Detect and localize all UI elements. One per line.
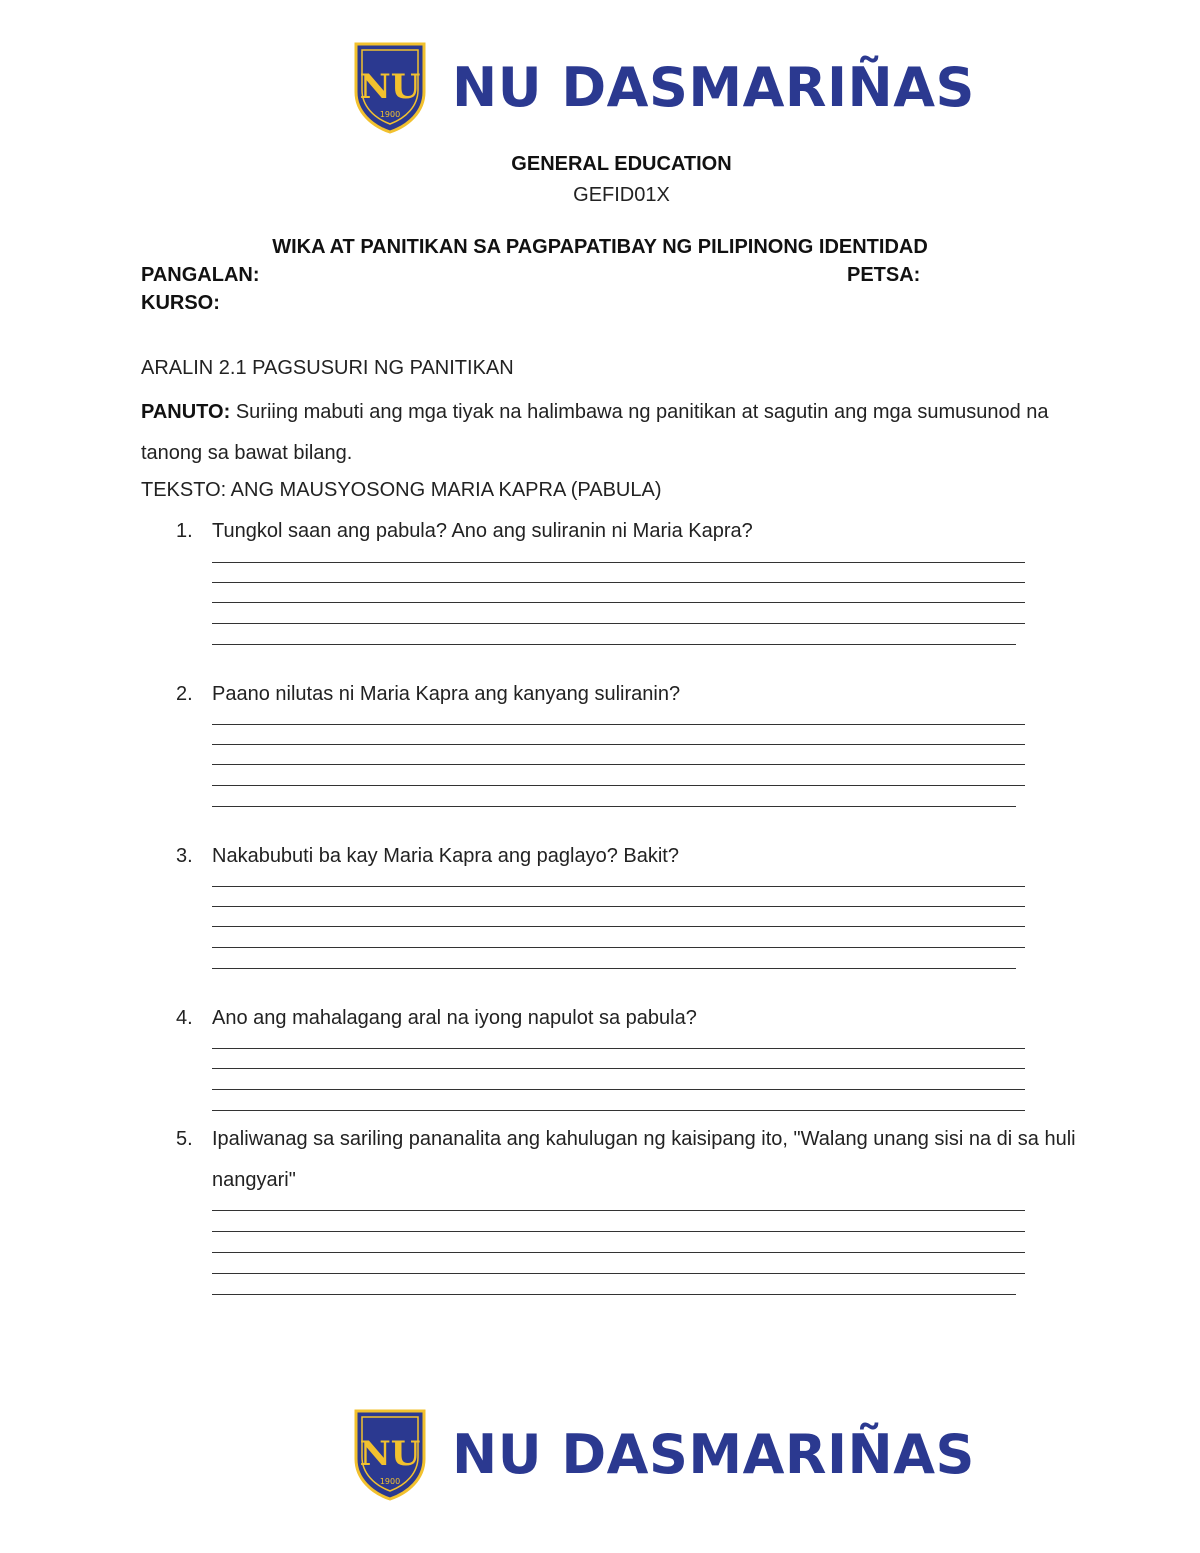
course-code: GEFID01X [573, 184, 670, 206]
question-2 [176, 674, 1076, 715]
question-3 [176, 836, 1076, 877]
answer-line[interactable] [212, 1252, 1025, 1253]
svg-text:NU: NU [359, 1434, 421, 1474]
question-number: 1. [176, 520, 193, 542]
footer-brand [350, 1407, 975, 1501]
answer-line[interactable] [212, 1048, 1025, 1049]
answer-line[interactable] [212, 562, 1025, 563]
text-label: TEKSTO: ANG MAUSYOSONG MARIA KAPRA (PABULA) [141, 479, 662, 501]
answer-line[interactable] [212, 806, 1016, 807]
instructions [141, 392, 1071, 474]
nu-shield-logo [350, 40, 430, 134]
svg-text:1900: 1900 [379, 1477, 401, 1486]
answer-line[interactable] [212, 886, 1025, 887]
brand-name: NU DASMARIÑAS [452, 1422, 975, 1486]
question-number: 3. [176, 845, 193, 867]
svg-text:NU: NU [359, 67, 421, 107]
lesson-heading: ARALIN 2.1 PAGSUSURI NG PANITIKAN [141, 357, 514, 379]
name-label: PANGALAN: [141, 264, 260, 286]
answer-line[interactable] [212, 968, 1016, 969]
answer-line[interactable] [212, 947, 1025, 948]
question-text: Nakabubuti ba kay Maria Kapra ang paglayo? Bakit? [212, 845, 679, 867]
question-text: Ano ang mahalagang aral na iyong napulot sa pabula? [212, 1007, 697, 1029]
question-text: Paano nilutas ni Maria Kapra ang kanyang suliranin? [212, 683, 681, 705]
instruction-text: Suriing mabuti ang mga tiyak na halimbawa ng panitikan at sagutin ang mga sumusunod na tanong sa bawat bilang. [141, 401, 1049, 464]
answer-line[interactable] [212, 623, 1025, 624]
brand-name: NU DASMARIÑAS [452, 55, 975, 119]
question-text: Tungkol saan ang pabula? Ano ang suliranin ni Maria Kapra? [212, 520, 753, 542]
question-number: 2. [176, 683, 193, 705]
answer-line[interactable] [212, 906, 1025, 907]
question-1 [176, 511, 1076, 552]
course-label: KURSO: [141, 292, 220, 314]
department-title: GENERAL EDUCATION [511, 153, 732, 175]
answer-line[interactable] [212, 1273, 1025, 1274]
answer-line[interactable] [212, 644, 1016, 645]
answer-line[interactable] [212, 744, 1025, 745]
nu-shield-logo [350, 1407, 430, 1501]
answer-line[interactable] [212, 602, 1025, 603]
answer-line[interactable] [212, 1110, 1025, 1111]
answer-line[interactable] [212, 1089, 1025, 1090]
answer-line[interactable] [212, 1210, 1025, 1211]
question-5 [176, 1119, 1076, 1201]
answer-line[interactable] [212, 1294, 1016, 1295]
answer-line[interactable] [212, 1231, 1025, 1232]
question-text: Ipaliwanag sa sariling pananalita ang kahulugan ng kaisipang ito, "Walang unang sisi na di sa huli nangyari" [212, 1128, 1076, 1191]
question-number: 4. [176, 1007, 193, 1029]
header-brand [350, 40, 975, 134]
instruction-label: PANUTO: [141, 401, 231, 423]
answer-line[interactable] [212, 1068, 1025, 1069]
answer-line[interactable] [212, 785, 1025, 786]
answer-line[interactable] [212, 764, 1025, 765]
svg-text:1900: 1900 [379, 110, 401, 119]
answer-line[interactable] [212, 724, 1025, 725]
course-title: WIKA AT PANITIKAN SA PAGPAPATIBAY NG PILIPINONG IDENTIDAD [272, 236, 928, 258]
answer-line[interactable] [212, 582, 1025, 583]
question-4 [176, 998, 1076, 1039]
answer-line[interactable] [212, 926, 1025, 927]
date-label: PETSA: [847, 264, 921, 286]
question-number: 5. [176, 1128, 193, 1150]
